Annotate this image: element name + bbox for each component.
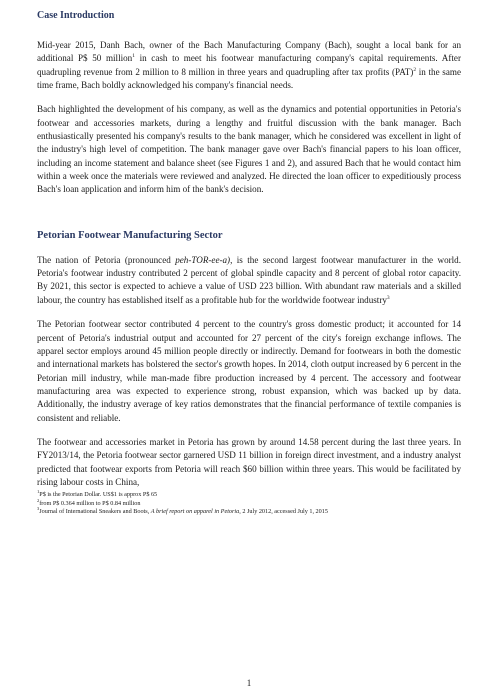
- footnote-text: P$ is the Petorian Dollar. US$1 is approx P$ 65: [39, 491, 158, 499]
- footnote-2: [37, 497, 461, 508]
- intro-paragraph-1: [37, 39, 461, 92]
- footnotes: [37, 491, 461, 516]
- footnote-3: [37, 505, 461, 516]
- footnote-ref-3[interactable]: 3: [386, 294, 390, 301]
- footnote-text: Journal of International Sneakers and Boots,: [39, 507, 151, 515]
- text-run: in cash to meet his footwear manufacturing company's capital requirements. After quadrupling revenue from 2 million to 8 million in three years and quadrupling after tax profits (PAT): [37, 53, 461, 77]
- footnote-ref-2[interactable]: 2: [413, 66, 417, 73]
- footnote-ref-1[interactable]: 1: [132, 53, 135, 60]
- text-run: The nation of Petoria (pronounced: [37, 254, 176, 265]
- text-run: , is the second largest footwear manufacturer in the world. Petoria's footwear industry contributed 2 percent of global spindle capacity and 8 percent of global rotor capacity. By 2021, this sector is expected to achieve a value of USD 223 billion. With abundant raw materials and a skilled labour, the country has established itself as a profitable hub for the worldwide footwear industry: [37, 254, 461, 305]
- section-heading: Petorian Footwear Manufacturing Sector: [37, 229, 223, 241]
- pronunciation: peh-TOR-ee-a): [175, 254, 231, 265]
- footnote-mark: 3: [37, 505, 40, 511]
- sector-paragraph-1: [37, 254, 461, 307]
- text-run: Mid-year 2015, Danh Bach, owner of the Bach Manufacturing Company (Bach), sought a local bank for an additional P$ 50 million: [37, 40, 461, 64]
- sector-paragraph-3: The footwear and accessories market in Petoria has grown by around 14.58 percent during the last three years. In FY2013/14, the Petoria footwear sector garnered USD 11 billion in foreign direct investment, and a industry analyst predicted that footwear exports from Petoria will reach $60 billion within three years. This would be facilitated by rising labour costs in China,: [37, 436, 461, 487]
- footnote-text: , 2 July 2012, accessed July 1, 2015: [239, 507, 328, 515]
- intro-paragraph-2: Bach highlighted the development of his company, as well as the dynamics and potential opportunities in Petoria's footwear and accessories markets, during a lengthy and fruitful discussion with the bank manager. Bach enthusiastically presented his company's results to the bank manager, which he considered was excellent in light of the industry's high level of competition. The bank manager gave over Bach's financial papers to his loan officer, including an income statement and balance sheet (see Figures 1 and 2), and assured Bach that he would contact him within a week once the materials were reviewed and analyzed. He directed the loan officer to expeditiously process Bach's loan application and inform him of the bank's decision.: [37, 104, 461, 195]
- case-introduction-heading: Case Introduction: [37, 10, 115, 21]
- page-number: 1: [246, 678, 252, 688]
- footnote-1: [37, 491, 461, 499]
- footnote-title: A brief report on apparel in Petoria: [150, 507, 240, 515]
- text-run: in the same time frame, Bach boldly acknowledged his company's financial needs.: [37, 66, 461, 91]
- footnote-mark: 1: [37, 489, 40, 495]
- sector-paragraph-2: The Petorian footwear sector contributed 4 percent to the country's gross domestic product; it accounted for 14 percent of Petoria's industrial output and accounted for 27 percent of the city's foreign exchange inflows. The apparel sector employs around 45 million people directly or indirectly. Demand for footwears in both the domestic and international markets has bolstered the sector's growth hopes. In 2014, cloth output increased by 6 percent in the Petorian mill industry, while man-made fibre production increased by 4 percent. The accessory and footwear manufacturing area was expected to experience strong, robust expansion, which was backed up by data. Additionally, the industry average of key ratios demonstrates that the financial performance of textile companies is consistent and reliable.: [37, 319, 461, 423]
- footnote-text: from P$ 0.364 million to P$ 0.84 million: [39, 499, 141, 507]
- footnote-mark: 2: [37, 497, 40, 503]
